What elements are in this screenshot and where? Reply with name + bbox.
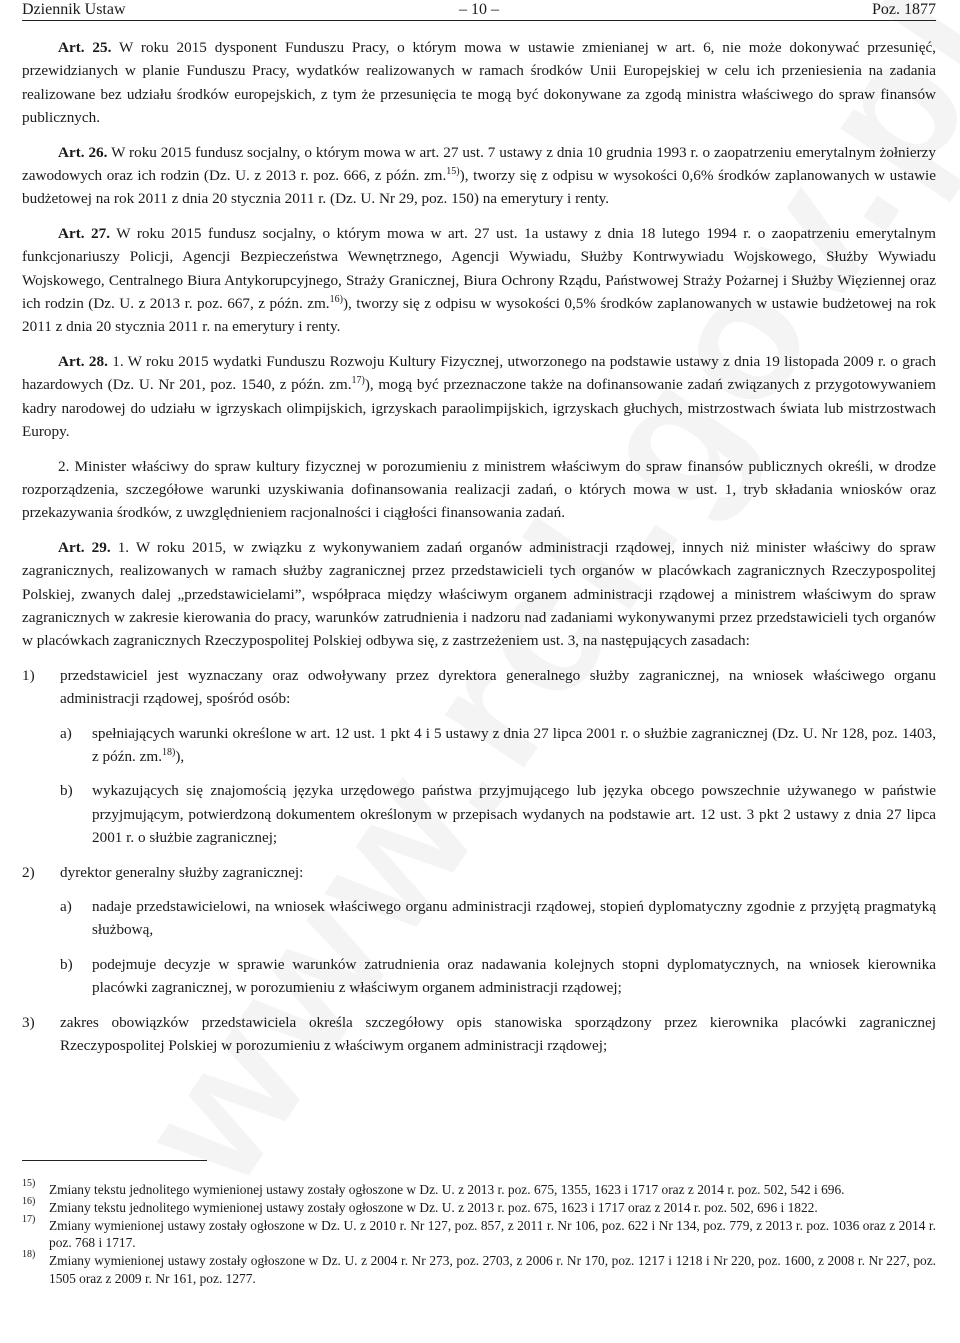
article-text: ), mogą być przeznaczone także na dofinansowanie zadań związanych z przygotowywaniem kadry narodowej do udziału w igrzyskach olimpijskich, igrzyskach paraolimpijskich, igrzyskach głuchych, mistrzostwach świata lub mistrzostwach Europy. (22, 376, 936, 441)
footnote (22, 1195, 936, 1217)
article-text: ), tworzy się z odpisu w wysokości 0,6% środków zaplanowanych w ustawie budżetowej na rok 2011 z dnia 20 stycznia 2011 r. (Dz. U. Nr 29, poz. 150) na emerytury i renty. (22, 167, 936, 208)
footnote-number: 16) (22, 1195, 36, 1207)
article-25 (22, 36, 936, 130)
item-text: spełniających warunki określone w art. 12 ust. 1 pkt 4 i 5 ustawy z dnia 27 lipca 2001 r. o służbie zagranicznej (Dz. U. Nr 128, poz. 1403, z późn. zm. (92, 724, 936, 765)
page-number: – 10 – (459, 1, 499, 18)
article-28-par-1 (22, 350, 936, 444)
article-label: Art. 28. (58, 352, 108, 370)
page-header (22, 0, 936, 22)
article-text: W roku 2015 fundusz socjalny, o którym mowa w art. 27 ust. 1a ustawy z dnia 18 lutego 1994 r. o zaopatrzeniu emerytalnym funkcjonariuszy Policji, Agencji Bezpieczeństwa Wewnętrznego, Agencji Wywiadu, Służby Kontrwywiadu Wojskowego, Służby Wywiadu Wojskowego, Centralnego Biura Antykorupcyjnego, Straży Granicznej, Biura Ochrony Rządu, Państwowej Straży Pożarnej i Służby Więziennej oraz ich rodzin (Dz. U. z 2013 r. poz. 667, z późn. zm. (22, 224, 936, 313)
footnote-ref: 17) (351, 375, 365, 387)
list-item (22, 664, 936, 711)
item-letter: b) (60, 782, 73, 800)
item-letter: a) (60, 898, 72, 915)
item-text: wykazujących się znajomością języka urzędowego państwa przyjmującego lub języka obcego powszechnie używanego w państwie przyjmującym, potwierdzoną dokumentem określonym w przepisach wydanych na podstawie art. 12 ust. 3 pkt 2 ustawy z dnia 27 lipca 2001 r. o służbie zagranicznej; (92, 782, 936, 847)
footnote-number: 17) (22, 1213, 36, 1225)
list-item (22, 1011, 936, 1058)
sub-item (22, 779, 936, 849)
article-label: Art. 27. (58, 224, 111, 242)
sub-item (22, 895, 936, 942)
journal-title: Dziennik Ustaw (22, 1, 126, 18)
item-number: 2) (22, 863, 35, 881)
footnote-text: Zmiany wymienionej ustawy zostały ogłoszone w Dz. U. z 2004 r. Nr 273, poz. 2703, z 2006 r. Nr 170, poz. 1217 i 1218 i Nr 220, poz. 1600, z 2008 r. Nr 227, poz. 1505 oraz z 2009 r. Nr 161, poz. 1277. (49, 1253, 936, 1286)
item-text: podejmuje decyzje w sprawie warunków zatrudnienia oraz nadawania kolejnych stopni dyplomatycznych, na wniosek kierownika placówki zagranicznej, w porozumieniu z właściwym organem administracji rządowej; (92, 955, 936, 997)
footnote-ref: 15) (446, 165, 460, 177)
article-28-par-2: 2. Minister właściwy do spraw kultury fizycznej w porozumieniu z ministrem właściwym do spraw finansów publicznych określi, w drodze rozporządzenia, szczegółowe warunki uzyskiwania dofinansowania realizacji zadań, o których mowa w ust. 1, tryb składania wniosków oraz przekazywania środków, z uwzględnieniem racjonalności i ciągłości finansowania zadań. (22, 457, 936, 522)
article-text: 1. W roku 2015, w związku z wykonywaniem zadań organów administracji rządowej, innych niż minister właściwy do spraw zagranicznych, realizowanych w ramach służby zagranicznej przez przedstawicieli tych organów w placówkach zagranicznych Rzeczypospolitej Polskiej, zwanych dalej „przedstawicielami”, współpraca między właściwym organem administracji rządowej a ministrem właściwym do spraw zagranicznych w zakresie kierowania do pracy, warunków zatrudnienia i nadzoru nad zadaniami wykonywanymi przez przedstawicieli tych organów w placówkach zagranicznych Rzeczypospolitej Polskiej odbywa się, z zastrzeżeniem ust. 3, na następujących zasadach: (22, 538, 936, 650)
item-text: dyrektor generalny służby zagranicznej: (60, 863, 304, 881)
footnote (22, 1249, 936, 1288)
footnote-ref: 16) (329, 294, 343, 305)
article-label: Art. 25. (58, 39, 112, 56)
article-27 (22, 222, 936, 339)
footnote-rule (22, 1160, 207, 1161)
footnote (22, 1213, 936, 1253)
footnote-number: 18) (22, 1249, 36, 1261)
item-text: zakres obowiązków przedstawiciela określa szczegółowy opis stanowiska sporządzony przez kierownika placówki zagranicznej Rzeczypospolitej Polskiej w porozumieniu z właściwym organem administracji rządowej; (60, 1013, 936, 1055)
item-text: ), (175, 747, 185, 765)
item-letter: a) (60, 724, 72, 742)
item-text: nadaje przedstawicielowi, na wniosek właściwego organu administracji rządowej, stopień dyplomatyczny zgodnie z przyjętą pragmatyką służbową, (92, 898, 936, 939)
article-26 (22, 141, 936, 211)
article-text: W roku 2015 dysponent Funduszu Pracy, o którym mowa w ustawie zmienianej w art. 6, nie może dokonywać przesunięć, przewidzianych w planie Funduszu Pracy, wydatków realizowanych w ramach środków Unii Europejskiej w celu ich przeniesienia na zadania realizowane bez udziału środków europejskich, z tym że przesunięcia te mogą być dokonywane za zgodą ministra właściwego do spraw finansów publicznych. (22, 39, 936, 127)
footnote-text: Zmiany tekstu jednolitego wymienionej ustawy zostały ogłoszone w Dz. U. z 2013 r. poz. 675, 1355, 1623 i 1717 oraz z 2014 r. poz. 502, 542 i 696. (49, 1182, 845, 1197)
footnote-number: 15) (22, 1178, 36, 1189)
sub-item (22, 722, 936, 769)
article-29 (22, 536, 936, 653)
article-text: ), tworzy się z odpisu w wysokości 0,5% środków zaplanowanych w ustawie budżetowej na rok 2011 z dnia 20 stycznia 2011 r. na emerytury i renty. (22, 295, 936, 336)
article-text: W roku 2015 fundusz socjalny, o którym mowa w art. 27 ust. 7 ustawy z dnia 10 grudnia 1993 r. o zaopatrzeniu emerytalnym żołnierzy zawodowych oraz ich rodzin (Dz. U. z 2013 r. poz. 666, z późn. zm. (22, 143, 936, 185)
article-label: Art. 26. (58, 143, 108, 161)
article-label: Art. 29. (58, 538, 111, 556)
item-letter: b) (60, 955, 73, 973)
item-number: 1) (22, 666, 35, 684)
article-text: 1. W roku 2015 wydatki Funduszu Rozwoju Kultury Fizycznej, utworzonego na podstawie ustawy z dnia 19 listopada 2009 r. o grach hazardowych (Dz. U. Nr 201, poz. 1540, z późn. zm. (22, 352, 936, 394)
footnote (22, 1178, 936, 1199)
document-body (22, 36, 936, 1057)
header-rule (22, 20, 936, 21)
item-number: 3) (22, 1013, 35, 1031)
footnote-ref: 18) (162, 746, 176, 758)
list-item (22, 861, 936, 884)
footnotes (22, 1178, 936, 1288)
position-number: Poz. 1877 (872, 1, 936, 18)
sub-item (22, 953, 936, 1000)
item-text: przedstawiciel jest wyznaczany oraz odwoływany przez dyrektora generalnego służby zagranicznej, na wniosek właściwego organu administracji rządowej, spośród osób: (60, 666, 936, 708)
footnote-text: Zmiany wymienionej ustawy zostały ogłoszone w Dz. U. z 2010 r. Nr 127, poz. 857, z 2011 r. Nr 106, poz. 622 i Nr 134, poz. 779, z 2013 r. poz. 1036 oraz z 2014 r. poz. 768 i 1717. (49, 1217, 936, 1251)
footnote-text: Zmiany tekstu jednolitego wymienionej ustawy zostały ogłoszone w Dz. U. z 2013 r. poz. 675, 1623 i 1717 oraz z 2014 r. poz. 502, 696 i 1822. (49, 1199, 818, 1215)
